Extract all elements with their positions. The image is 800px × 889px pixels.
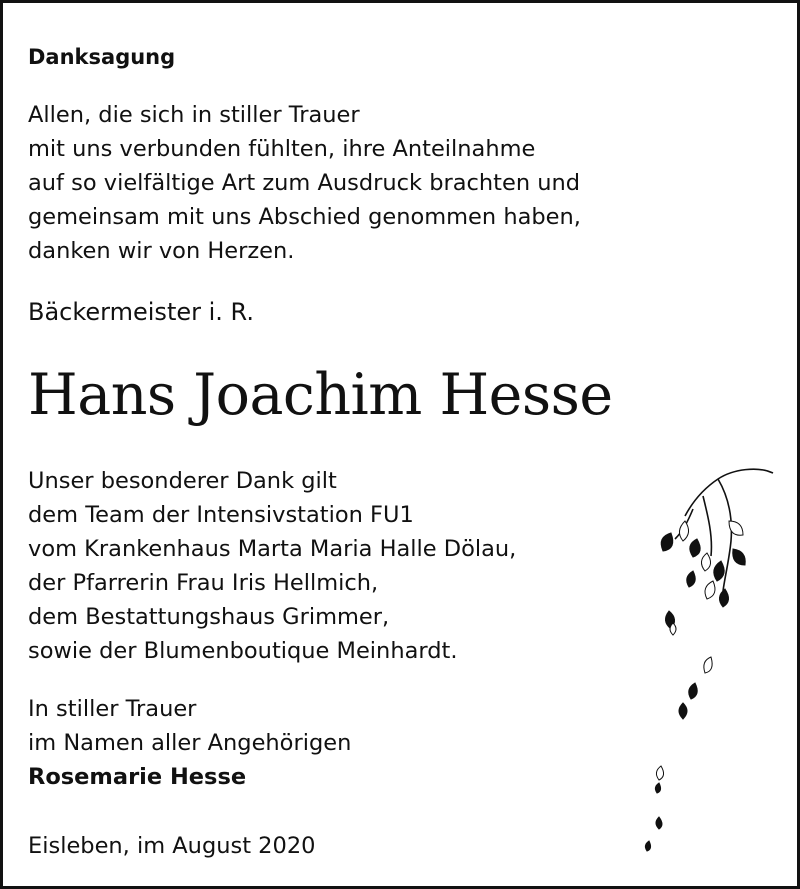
closing-block xyxy=(28,692,351,794)
closing-line: In stiller Trauer xyxy=(28,696,197,722)
thanks-line: vom Krankenhaus Marta Maria Halle Dölau, xyxy=(28,536,517,562)
intro-line: gemeinsam mit uns Abschied genommen haben, xyxy=(28,204,581,230)
signatory-name: Rosemarie Hesse xyxy=(28,764,247,790)
intro-line: mit uns verbunden fühlten, ihre Anteilnahme xyxy=(28,136,536,162)
intro-line: auf so vielfältige Art zum Ausdruck brachten und xyxy=(28,170,581,196)
intro-paragraph xyxy=(28,98,581,268)
thanks-line: dem Bestattungshaus Grimmer, xyxy=(28,604,390,630)
deceased-name: Hans Joachim Hesse xyxy=(28,362,613,428)
thanks-paragraph xyxy=(28,464,516,668)
thanks-line: sowie der Blumenboutique Meinhardt. xyxy=(28,638,458,664)
closing-line: im Namen aller Angehörigen xyxy=(28,730,352,756)
thanks-line: der Pfarrerin Frau Iris Hellmich, xyxy=(28,570,379,596)
place-date: Eisleben, im August 2020 xyxy=(28,833,316,859)
birch-branch-icon xyxy=(633,461,783,861)
thanks-line: dem Team der Intensivstation FU1 xyxy=(28,502,414,528)
heading: Danksagung xyxy=(28,45,176,69)
professional-title: Bäckermeister i. R. xyxy=(28,298,254,326)
intro-line: Allen, die sich in stiller Trauer xyxy=(28,102,360,128)
thanks-line: Unser besonderer Dank gilt xyxy=(28,468,337,494)
intro-line: danken wir von Herzen. xyxy=(28,238,295,264)
